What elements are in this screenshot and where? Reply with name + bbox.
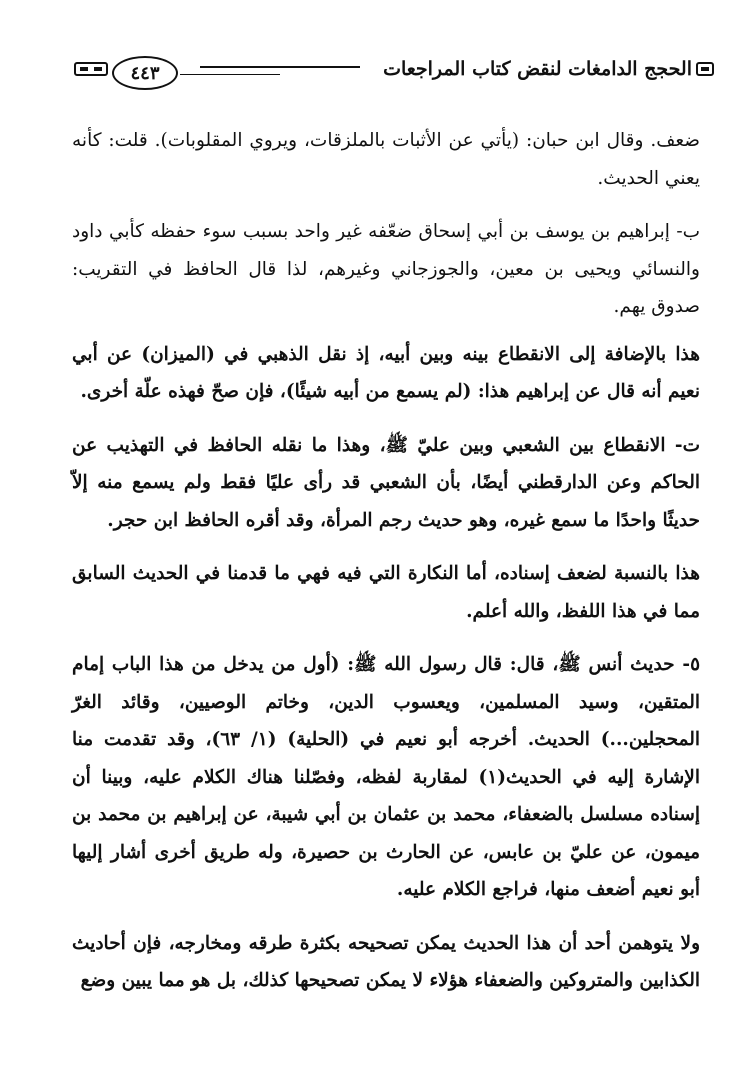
paragraph-7: ولا يتوهمن أحد أن هذا الحديث يمكن تصحيحه بكثرة طرقه ومخارجه، فإن أحاديث الكذابين والمتروكين والضعفاء هؤلاء لا يمكن تصحيحها كذلك، بل هو مما يبين وضع — [72, 932, 700, 991]
page-header — [0, 0, 750, 110]
paragraph-1: ضعف. وقال ابن حبان: (يأتي عن الأثبات بالملزقات، ويروي المقلوبات). قلت: كأنه يعني الحديث. — [72, 130, 700, 189]
page-number: ٤٤٣ — [112, 56, 178, 90]
ornament-icon — [696, 62, 714, 76]
paragraph-6: ٥- حديث أنس ﷺ، قال: قال رسول الله ﷺ: (أول من يدخل من هذا الباب إمام المتقين، وسيد المسلمين، ويعسوب الدين، وخاتم الوصيين، وقائد الغرّ المحجلين...) الحديث. أخرجه أبو نعيم في (الحلية) (١/ ٦٣)، وقد تقدمت منا الإشارة إليه في الحديث(١) لمقاربة لفظه، وفصّلنا هناك الكلام عليه، وبينا أن إسناده مسلسل بالضعفاء، محمد بن عثمان بن أبي شيبة، عن إبراهيم بن محمد بن ميمون، عن عليّ بن عابس، عن الحارث بن حصيرة، وله طريق أخرى أشار إليها أبو نعيم أضعف منها، فراجع الكلام عليه. — [72, 654, 701, 900]
header-rule — [200, 66, 360, 68]
paragraph-5: هذا بالنسبة لضعف إسناده، أما النكارة التي فيه فهي ما قدمنا في الحديث السابق مما في هذا اللفظ، والله أعلم. — [72, 563, 700, 622]
paragraph-4: ت- الانقطاع بين الشعبي وبين عليّ ﷺ، وهذا ما نقله الحافظ في التهذيب عن الحاكم وعن الدارقطني أيضًا، بأن الشعبي قد رأى عليًا فقط ولم يسمع منه إلاّ حديثًا واحدًا ما سمع غيره، وهو حديث رجم المرأة، وقد أقره الحافظ ابن حجر. — [72, 434, 700, 531]
ornament-icon — [74, 62, 108, 76]
running-title: الحجج الدامغات لنقض كتاب المراجعات — [383, 58, 692, 80]
paragraph-3: هذا بالإضافة إلى الانقطاع بينه وبين أبيه، إذ نقل الذهبي في (الميزان) عن أبي نعيم أنه قال عن إبراهيم هذا: (لم يسمع من أبيه شيئًا)، فإن صحّ فهذه علّة أخرى. — [72, 343, 700, 402]
paragraph-2: ب- إبراهيم بن يوسف بن أبي إسحاق ضعّفه غير واحد بسبب سوء حفظه كأبي داود والنسائي ويحيى بن معين، والجوزجاني وغيرهم، لذا قال الحافظ في التقريب: صدوق يهم. — [72, 221, 700, 317]
header-rule-thin — [180, 74, 280, 75]
page-body — [72, 122, 700, 1016]
